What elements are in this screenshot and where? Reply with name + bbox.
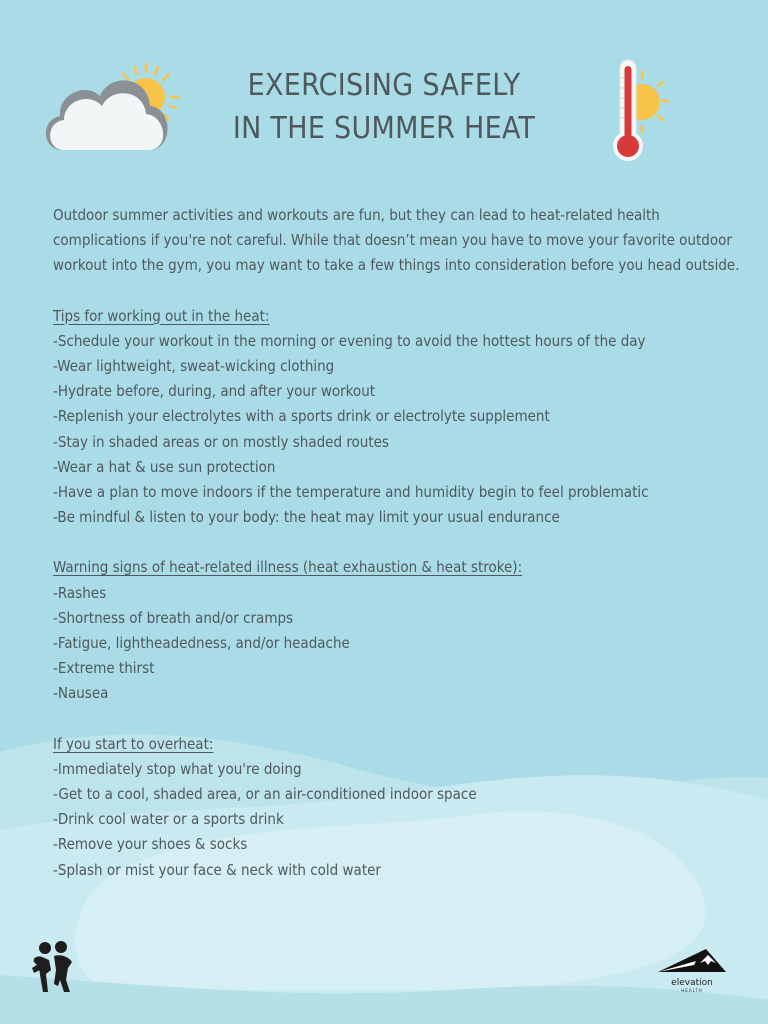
overheat-list bbox=[53, 757, 753, 883]
warnings-list bbox=[53, 581, 753, 707]
list-item: -Hydrate before, during, and after your workout bbox=[53, 382, 376, 401]
list-item: -Nausea bbox=[53, 684, 109, 703]
page-title bbox=[184, 64, 584, 150]
people-icon bbox=[30, 940, 78, 996]
tips-section bbox=[53, 304, 753, 531]
list-item: -Get to a cool, shaded area, or an air-conditioned indoor space bbox=[53, 785, 477, 804]
overheat-section bbox=[53, 732, 753, 883]
list-item: -Wear a hat & use sun protection bbox=[53, 457, 276, 476]
logo-name: elevation bbox=[671, 978, 713, 988]
list-item: -Extreme thirst bbox=[53, 659, 155, 678]
list-item: -Immediately stop what you're doing bbox=[53, 759, 302, 778]
list-item: -Shortness of breath and/or cramps bbox=[53, 608, 294, 627]
elevation-health-logo bbox=[656, 945, 728, 993]
tips-heading: Tips for working out in the heat: bbox=[53, 306, 270, 325]
warnings-section bbox=[53, 555, 753, 706]
list-item: -Wear lightweight, sweat-wicking clothing bbox=[53, 357, 335, 376]
list-item: -Replenish your electrolytes with a sports drink or electrolyte supplement bbox=[53, 407, 550, 426]
thermometer-sun-icon bbox=[600, 56, 670, 166]
mountain-icon bbox=[656, 945, 728, 973]
title-line-2: IN THE SUMMER HEAT bbox=[232, 111, 536, 146]
list-item: -Splash or mist your face & neck with cold water bbox=[53, 860, 381, 879]
list-item: -Rashes bbox=[53, 583, 107, 602]
intro-section bbox=[53, 203, 753, 279]
tips-list bbox=[53, 329, 753, 531]
list-item: -Have a plan to move indoors if the temperature and humidity begin to feel problematic bbox=[53, 483, 649, 502]
warnings-heading: Warning signs of heat-related illness (heat exhaustion & heat stroke): bbox=[53, 558, 523, 577]
content bbox=[53, 203, 753, 883]
list-item: -Schedule your workout in the morning or evening to avoid the hottest hours of the day bbox=[53, 331, 646, 350]
title-line-1: EXERCISING SAFELY bbox=[247, 68, 521, 103]
list-item: -Stay in shaded areas or on mostly shaded routes bbox=[53, 432, 389, 451]
list-item: -Be mindful & listen to your body: the heat may limit your usual endurance bbox=[53, 508, 560, 527]
list-item: -Remove your shoes & socks bbox=[53, 835, 248, 854]
logo-subtitle: HEALTH bbox=[681, 988, 703, 993]
overheat-heading: If you start to overheat: bbox=[53, 734, 214, 753]
cloud-sun-icon bbox=[40, 56, 180, 156]
list-item: -Drink cool water or a sports drink bbox=[53, 810, 284, 829]
intro-paragraph: Outdoor summer activities and workouts are fun, but they can lead to heat-related health complications if you're not careful. While that doesn’t mean you have to move your favorite outdoor workout into the gym, you may want to take a few things into consideration before you head outside. bbox=[53, 206, 740, 275]
list-item: -Fatigue, lightheadedness, and/or headache bbox=[53, 634, 350, 653]
